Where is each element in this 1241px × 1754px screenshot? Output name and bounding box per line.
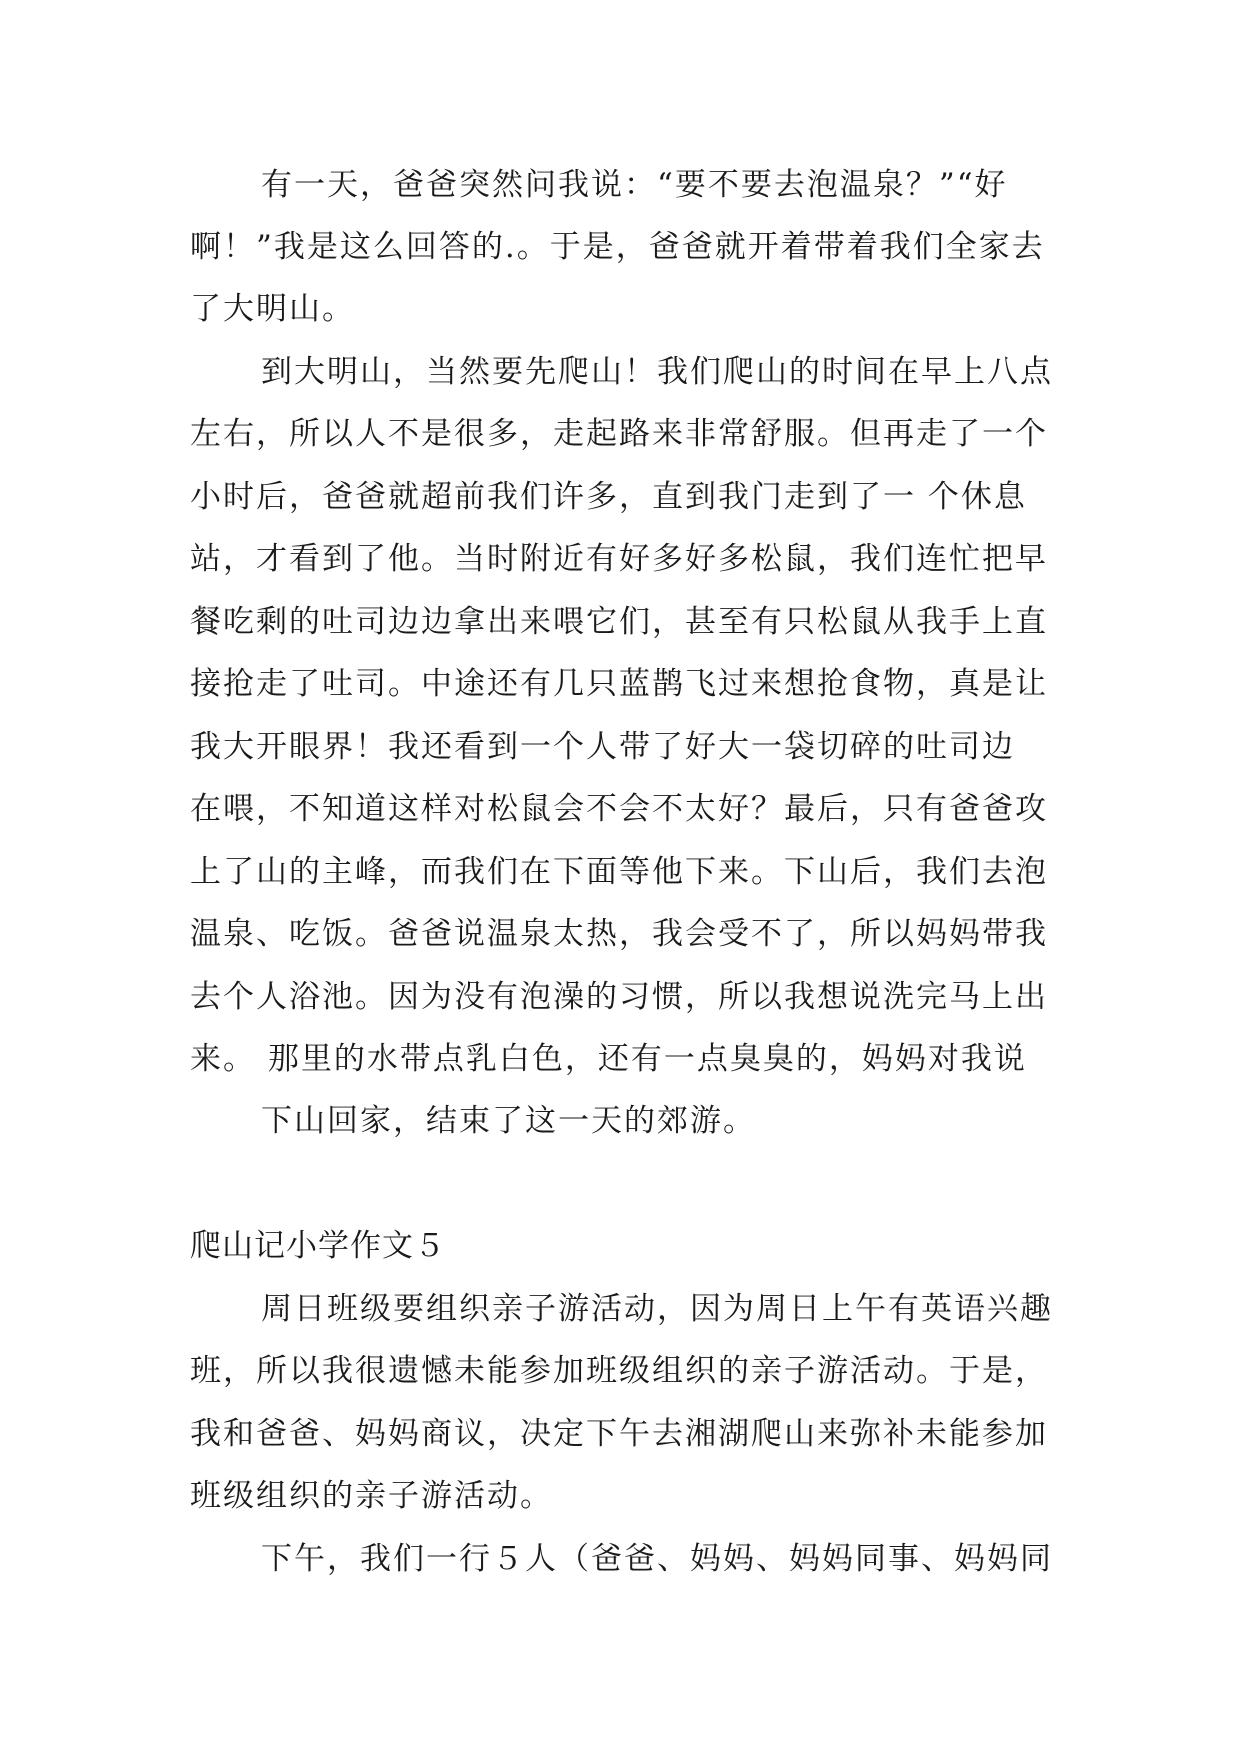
paragraph-1-line-2 [0, 227, 1241, 267]
text-line: 班，所以我很遗憾未能参加班级组织的亲子游活动。于是， [190, 1353, 1048, 1389]
text-line: 了大明山。 [190, 291, 355, 327]
section-paragraph-1-line-2 [0, 1351, 1241, 1391]
paragraph-2-line-2 [0, 414, 1241, 454]
paragraph-2-line-9 [0, 852, 1241, 892]
text-line: 啊！”我是这么回答的.。于是，爸爸就开着带着我们全家去 [190, 229, 1045, 265]
text-line: 站，才看到了他。当时附近有好多好多松鼠，我们连忙把早 [190, 541, 1048, 577]
paragraph-2-line-7 [0, 727, 1241, 767]
paragraph-2-line-5 [0, 602, 1241, 642]
section-title [0, 1226, 1241, 1266]
text-line: 来。 那里的水带点乳白色，还有一点臭臭的，妈妈对我说 [190, 1041, 1027, 1077]
text-line: 周日班级要组织亲子游活动，因为周日上午有英语兴趣 [261, 1291, 1053, 1327]
text-line: 餐吃剩的吐司边边拿出来喂它们，甚至有只松鼠从我手上直 [190, 604, 1048, 640]
paragraph-2-line-10 [0, 914, 1241, 954]
paragraph-2-line-8 [0, 789, 1241, 829]
section-title-text: 爬山记小学作文５ [190, 1228, 446, 1264]
paragraph-2-line-12 [0, 1039, 1241, 1079]
text-line: 我和爸爸、妈妈商议，决定下午去湘湖爬山来弥补未能参加 [190, 1416, 1048, 1452]
paragraph-1-line-1 [0, 165, 1241, 205]
section-paragraph-1-line-4 [0, 1476, 1241, 1516]
text-line: 有一天，爸爸突然问我说：“要不要去泡温泉？”“好 [261, 167, 1008, 203]
text-line: 下山回家，结束了这一天的郊游。 [261, 1103, 756, 1139]
paragraph-3-line-1 [0, 1101, 1241, 1141]
section-paragraph-1-line-1 [0, 1289, 1241, 1329]
text-line: 下午，我们一行５人（爸爸、妈妈、妈妈同事、妈妈同 [261, 1541, 1053, 1577]
text-line: 接抢走了吐司。中途还有几只蓝鹊飞过来想抢食物，真是让 [190, 666, 1048, 702]
section-paragraph-1-line-3 [0, 1414, 1241, 1454]
text-line: 班级组织的亲子游活动。 [190, 1478, 553, 1514]
text-line: 上了山的主峰，而我们在下面等他下来。下山后，我们去泡 [190, 854, 1048, 890]
paragraph-2-line-3 [0, 477, 1241, 517]
text-line: 左右，所以人不是很多，走起路来非常舒服。但再走了一个 [190, 416, 1048, 452]
paragraph-2-line-11 [0, 977, 1241, 1017]
text-line: 我大开眼界！我还看到一个人带了好大一袋切碎的吐司边 [190, 729, 1015, 765]
text-line: 小时后，爸爸就超前我们许多，直到我门走到了一 个休息 [190, 479, 1027, 515]
paragraph-2-line-1 [0, 352, 1241, 392]
section-paragraph-2-line-1 [0, 1539, 1241, 1579]
paragraph-2-line-4 [0, 539, 1241, 579]
text-line: 温泉、吃饭。爸爸说温泉太热，我会受不了，所以妈妈带我 [190, 916, 1048, 952]
text-line: 在喂，不知道这样对松鼠会不会不太好？最后，只有爸爸攻 [190, 791, 1048, 827]
text-line: 去个人浴池。因为没有泡澡的习惯，所以我想说洗完马上出 [190, 979, 1048, 1015]
text-line: 到大明山，当然要先爬山！我们爬山的时间在早上八点 [261, 354, 1053, 390]
paragraph-2-line-6 [0, 664, 1241, 704]
paragraph-1-line-3 [0, 289, 1241, 329]
